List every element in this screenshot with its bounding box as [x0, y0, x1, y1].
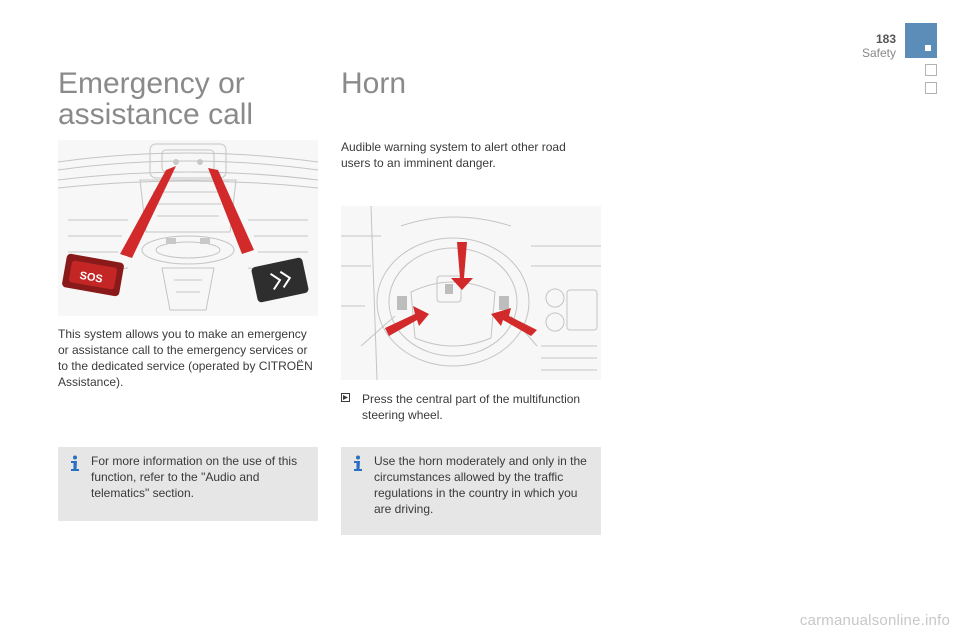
- horn-info-text: Use the horn moderately and only in the circumstances allowed by the traffic regulations in the country in which you are driving.: [374, 454, 587, 516]
- ceiling-console-drawing: [58, 140, 318, 316]
- arrow-right-icon: [491, 308, 537, 336]
- info-icon: [68, 455, 82, 471]
- emergency-call-illustration: [58, 140, 318, 316]
- info-icon: [351, 455, 365, 471]
- horn-illustration: [341, 206, 601, 380]
- steering-wheel-drawing: [341, 206, 601, 380]
- arrow-to-assistance-icon: [208, 168, 254, 254]
- horn-description: Audible warning system to alert other road users to an imminent danger.: [341, 140, 566, 170]
- section-tab-active[interactable]: [905, 23, 937, 58]
- watermark: carmanualsonline.info: [799, 612, 950, 629]
- emergency-info-text: For more information on the use of this function, refer to the "Audio and telematics" section.: [91, 454, 298, 500]
- emergency-description: This system allows you to make an emergency or assistance call to the emergency services or to the dedicated service (operated by CITROËN Assistance).: [58, 327, 313, 389]
- horn-info-box: [341, 447, 601, 535]
- section-tab[interactable]: [925, 82, 937, 94]
- horn-heading: Horn: [341, 67, 407, 100]
- emergency-heading: Emergency or assistance call: [58, 67, 254, 131]
- section-tab[interactable]: [925, 64, 937, 76]
- arrow-left-icon: [385, 306, 429, 336]
- arrow-down-icon: [451, 242, 473, 290]
- sos-button-label: SOS: [78, 269, 104, 286]
- page-number: 183: [875, 32, 896, 46]
- section-label: Safety: [861, 46, 896, 60]
- emergency-info-box: [58, 447, 318, 521]
- horn-instruction-text: Press the central part of the multifunction steering wheel.: [362, 392, 581, 422]
- bullet-arrow-icon: [341, 393, 350, 402]
